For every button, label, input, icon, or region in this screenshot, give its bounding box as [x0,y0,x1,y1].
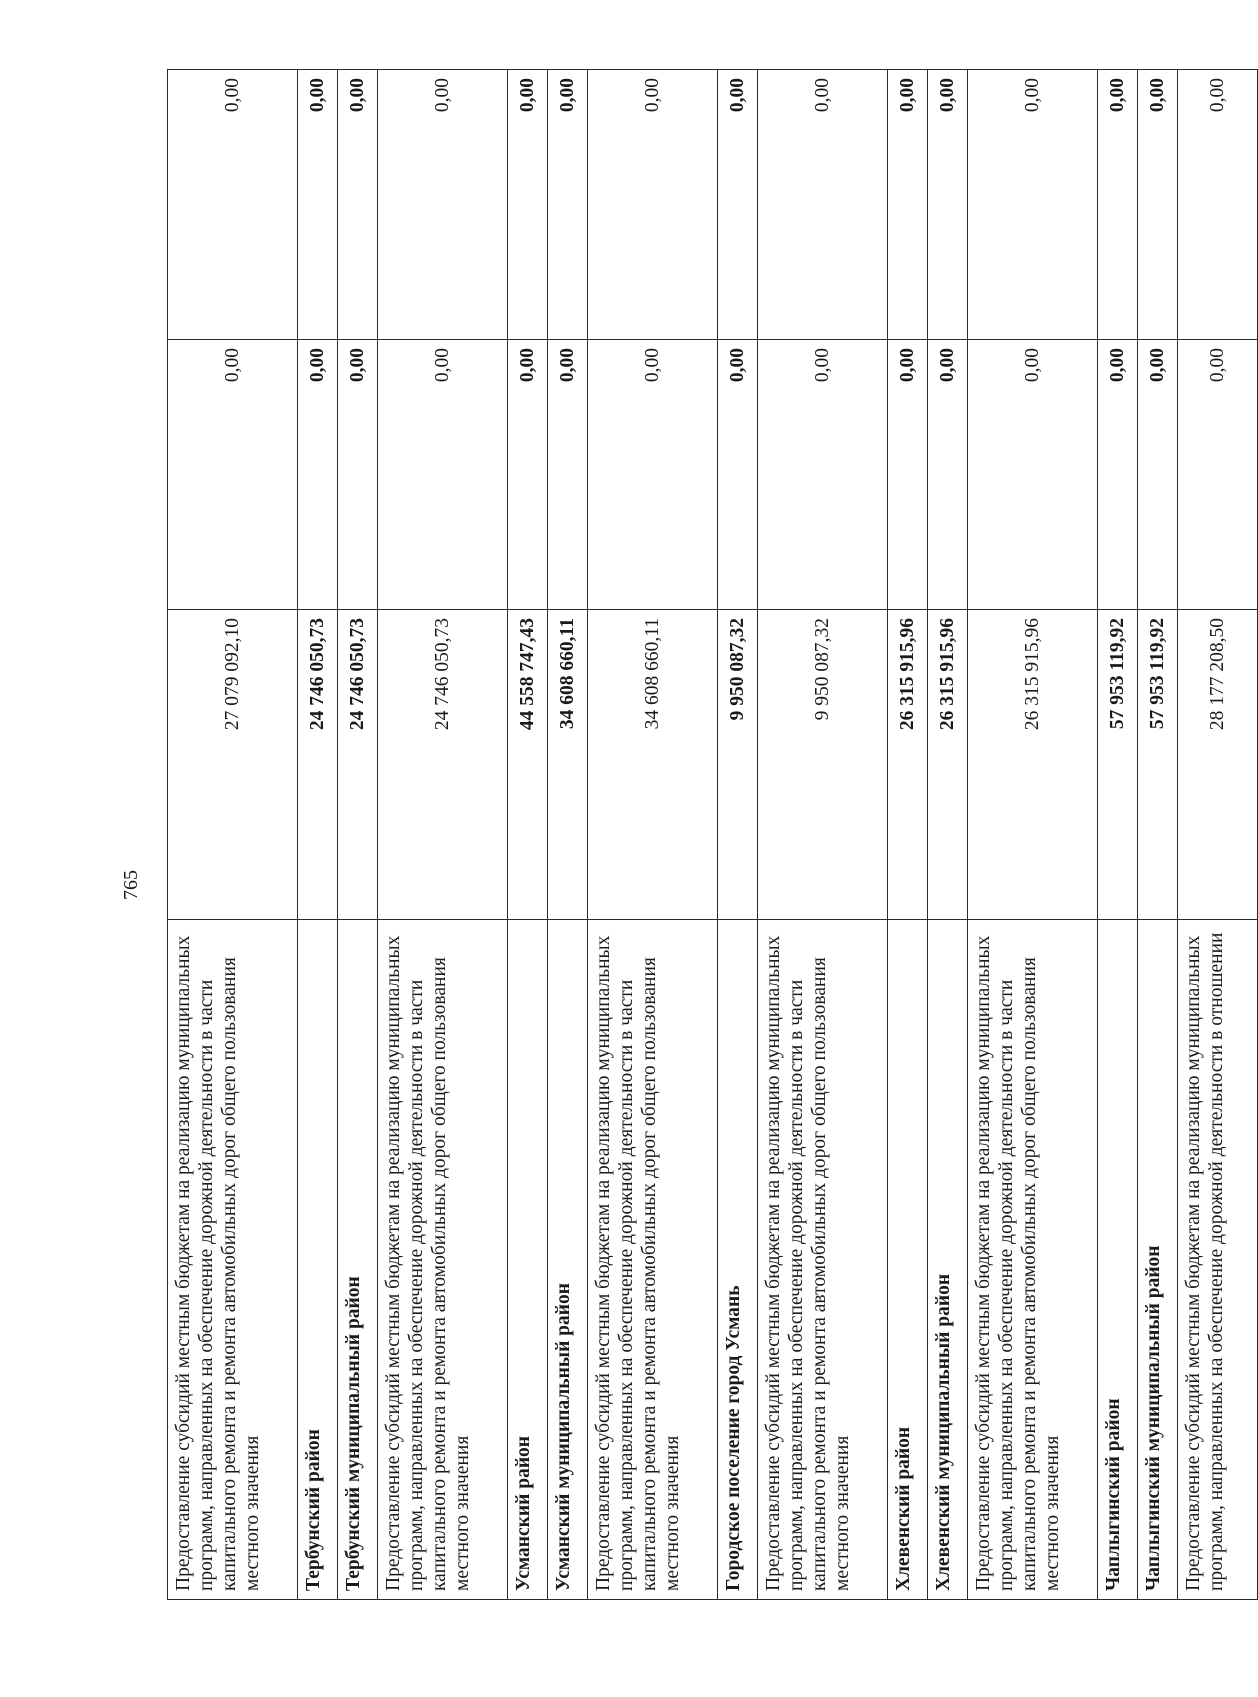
row-value-3: 0,00 [378,70,508,340]
row-value-1: 57 953 119,92 [1138,610,1178,920]
table-row [1178,70,1258,1600]
row-value-1: 24 746 050,73 [338,610,378,920]
row-value-2: 0,00 [1138,340,1178,610]
row-name: Тербунский муниципальный район [338,920,378,1600]
row-name: Чаплыгинский район [1098,920,1138,1600]
row-value-3: 0,00 [588,70,718,340]
table-row [378,70,508,1600]
table-row [928,70,968,1600]
row-value-3: 0,00 [1098,70,1138,340]
row-name: Предоставление субсидий местным бюджетам на реализацию муниципальных программ, направленных на обеспечение дорожной деятельности в части капитального ремонта и ремонта автомобильных дорог общего пользования местного значения [588,920,718,1600]
row-value-1: 9 950 087,32 [758,610,888,920]
row-name: Предоставление субсидий местным бюджетам на реализацию муниципальных программ, направленных на обеспечение дорожной деятельности в части капитального ремонта и ремонта автомобильных дорог общего пользования местного значения [168,920,298,1600]
table-row [338,70,378,1600]
table-row [168,70,298,1600]
row-value-1: 34 608 660,11 [548,610,588,920]
row-name: Чаплыгинский муниципальный район [1138,920,1178,1600]
row-value-3: 0,00 [1138,70,1178,340]
row-value-1: 28 177 208,50 [1178,610,1258,920]
budget-table-body [168,70,1258,1600]
row-value-2: 0,00 [928,340,968,610]
row-value-2: 0,00 [588,340,718,610]
table-row [758,70,888,1600]
row-value-2: 0,00 [378,340,508,610]
table-row [968,70,1098,1600]
table-row [718,70,758,1600]
table-row [1138,70,1178,1600]
row-value-3: 0,00 [888,70,928,340]
row-value-3: 0,00 [508,70,548,340]
row-value-3: 0,00 [718,70,758,340]
row-value-1: 9 950 087,32 [718,610,758,920]
budget-table [167,69,1258,1600]
row-value-1: 26 315 915,96 [968,610,1098,920]
row-name: Тербунский район [298,920,338,1600]
table-row [298,70,338,1600]
table-row [1098,70,1138,1600]
row-value-1: 57 953 119,92 [1098,610,1138,920]
row-value-2: 0,00 [888,340,928,610]
row-value-2: 0,00 [1098,340,1138,610]
row-value-2: 0,00 [548,340,588,610]
row-value-2: 0,00 [718,340,758,610]
row-name: Городское поселение город Усмань [718,920,758,1600]
row-value-2: 0,00 [338,340,378,610]
row-value-3: 0,00 [968,70,1098,340]
row-value-1: 26 315 915,96 [928,610,968,920]
row-name: Предоставление субсидий местным бюджетам на реализацию муниципальных программ, направленных на обеспечение дорожной деятельности в части капитального ремонта и ремонта автомобильных дорог общего пользования местного значения [758,920,888,1600]
row-value-1: 34 608 660,11 [588,610,718,920]
row-value-2: 0,00 [168,340,298,610]
row-value-3: 0,00 [298,70,338,340]
row-name: Хлевенский муниципальный район [928,920,968,1600]
row-name: Усманский район [508,920,548,1600]
row-value-3: 0,00 [1178,70,1258,340]
page-number: 765 [120,870,142,900]
row-name: Предоставление субсидий местным бюджетам на реализацию муниципальных программ, направленных на обеспечение дорожной деятельности в части капитального ремонта и ремонта автомобильных дорог общего пользования местного значения [968,920,1098,1600]
row-value-3: 0,00 [928,70,968,340]
row-name: Усманский муниципальный район [548,920,588,1600]
row-value-1: 44 558 747,43 [508,610,548,920]
row-value-2: 0,00 [968,340,1098,610]
table-row [508,70,548,1600]
row-value-2: 0,00 [758,340,888,610]
row-value-1: 26 315 915,96 [888,610,928,920]
row-value-1: 24 746 050,73 [298,610,338,920]
row-value-1: 24 746 050,73 [378,610,508,920]
row-name: Предоставление субсидий местным бюджетам на реализацию муниципальных программ, направленных на обеспечение дорожной деятельности в отношении [1178,920,1258,1600]
row-name: Предоставление субсидий местным бюджетам на реализацию муниципальных программ, направленных на обеспечение дорожной деятельности в части капитального ремонта и ремонта автомобильных дорог общего пользования местного значения [378,920,508,1600]
rotated-page [115,70,1228,1600]
row-value-2: 0,00 [298,340,338,610]
row-value-3: 0,00 [758,70,888,340]
row-value-3: 0,00 [338,70,378,340]
table-row [888,70,928,1600]
row-value-3: 0,00 [548,70,588,340]
row-value-2: 0,00 [508,340,548,610]
table-row [588,70,718,1600]
row-value-2: 0,00 [1178,340,1258,610]
table-row [548,70,588,1600]
row-name: Хлевенский район [888,920,928,1600]
row-value-3: 0,00 [168,70,298,340]
row-value-1: 27 079 092,10 [168,610,298,920]
